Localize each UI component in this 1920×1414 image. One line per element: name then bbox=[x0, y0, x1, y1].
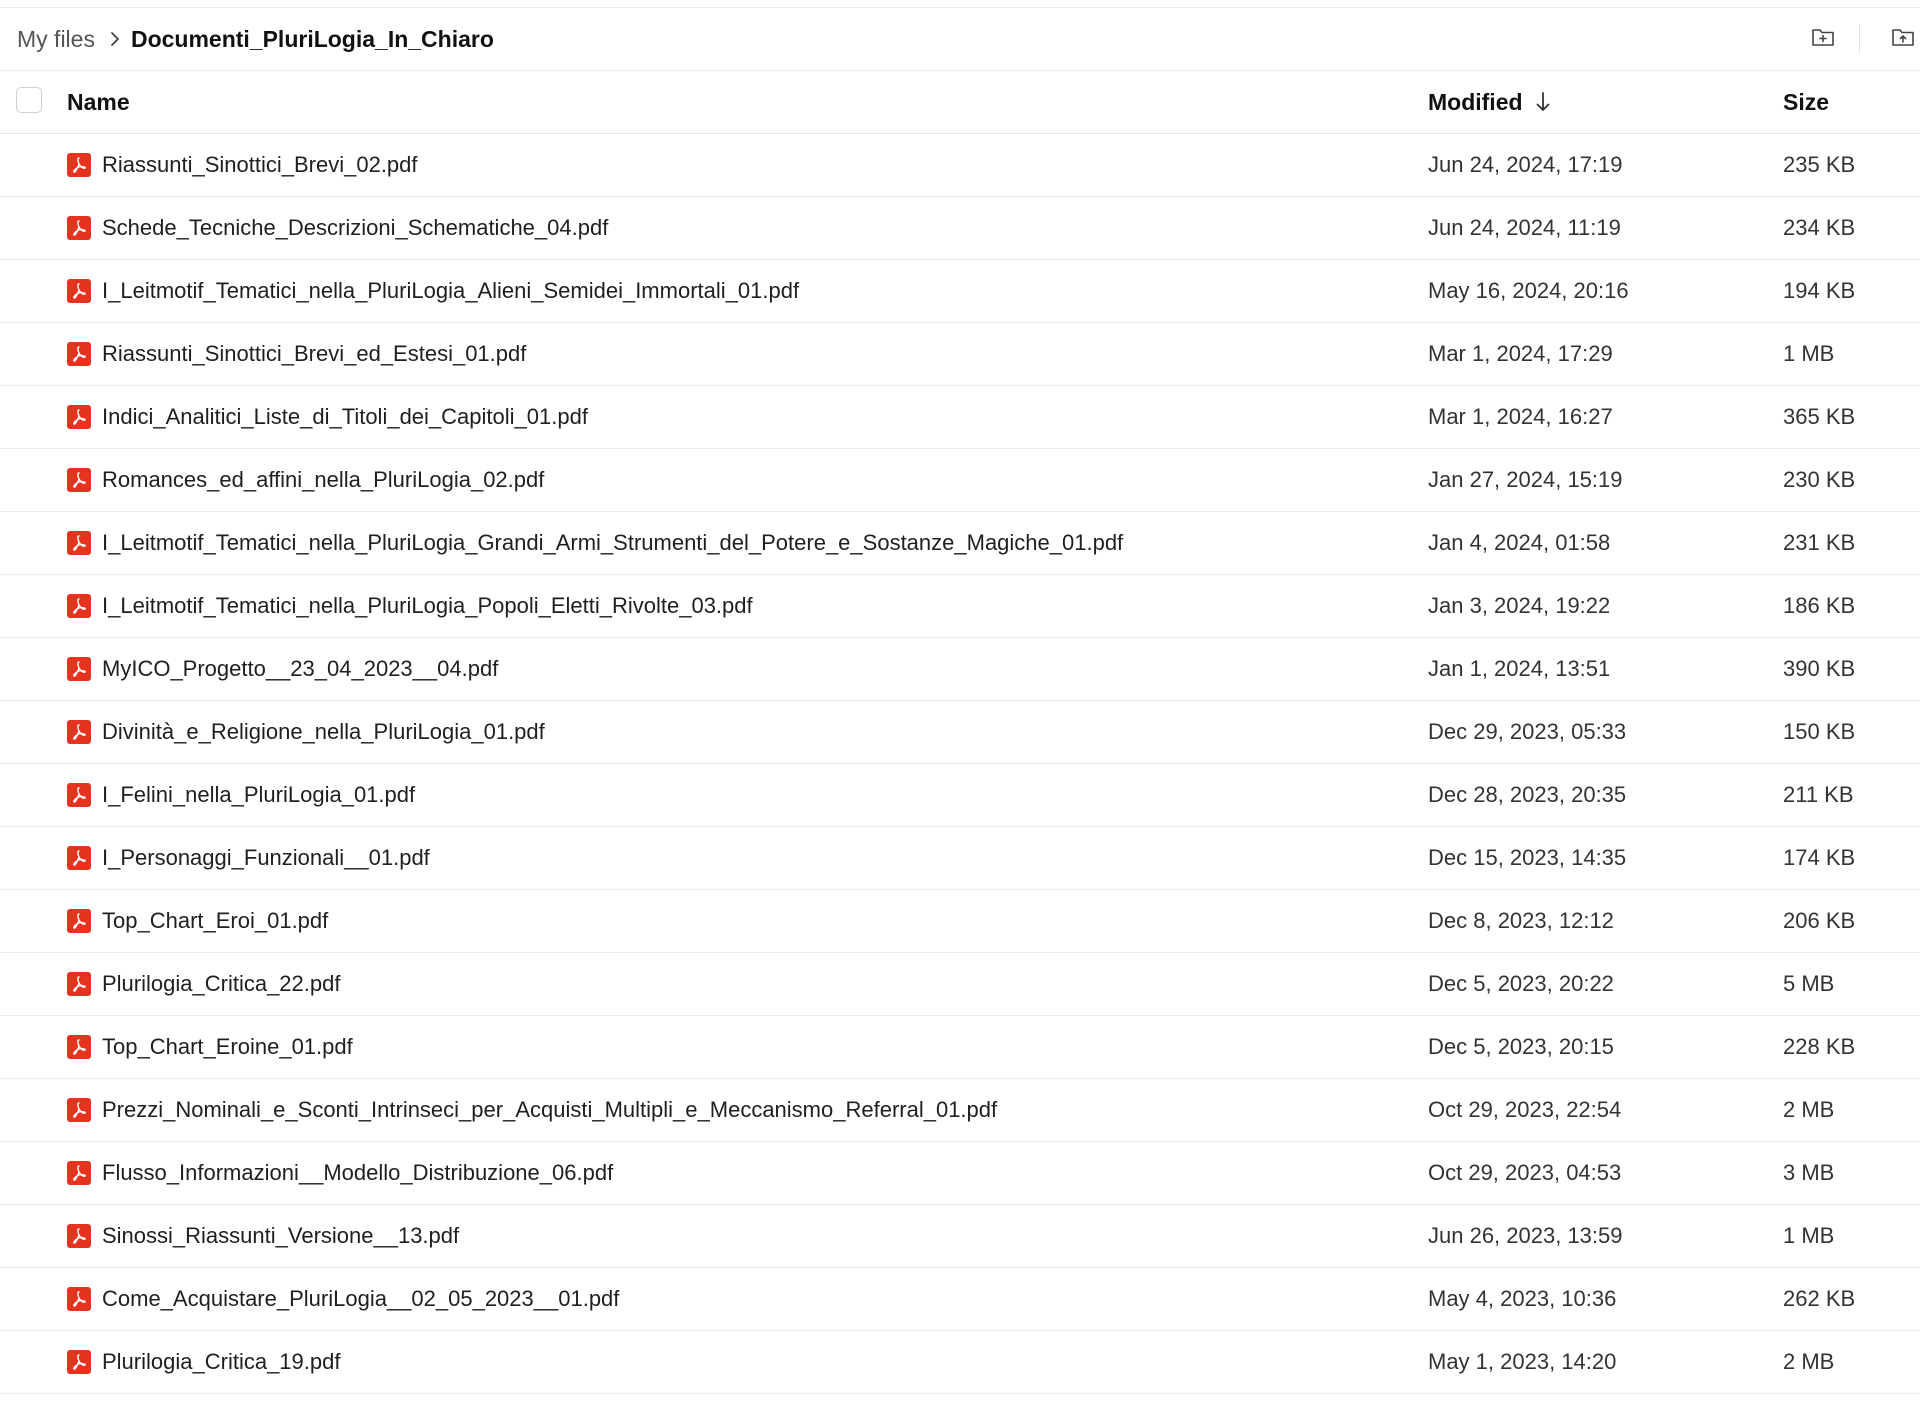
file-name[interactable]: Indici_Analitici_Liste_di_Titoli_dei_Capitoli_01.pdf bbox=[102, 404, 588, 429]
file-name[interactable]: Romances_ed_affini_nella_PluriLogia_02.pdf bbox=[102, 467, 545, 492]
table-row[interactable] bbox=[0, 953, 1920, 1016]
table-row[interactable] bbox=[0, 323, 1920, 386]
folder-plus-icon bbox=[1811, 27, 1835, 52]
table-row[interactable] bbox=[0, 449, 1920, 512]
file-name[interactable]: Top_Chart_Eroine_01.pdf bbox=[102, 1034, 353, 1059]
table-row[interactable] bbox=[0, 512, 1920, 575]
file-modified-date: Jun 26, 2023, 13:59 bbox=[1428, 1223, 1623, 1248]
column-header-name[interactable] bbox=[67, 89, 130, 116]
pdf-file-icon bbox=[67, 720, 91, 744]
file-size: 1 MB bbox=[1783, 1223, 1835, 1248]
pdf-file-icon bbox=[67, 846, 91, 870]
column-header-size-label: Size bbox=[1783, 88, 1830, 115]
column-header-size[interactable] bbox=[1783, 89, 1829, 116]
pdf-file-icon bbox=[67, 1098, 91, 1122]
pdf-file-icon bbox=[67, 657, 91, 681]
file-name[interactable]: Flusso_Informazioni__Modello_Distribuzione_06.pdf bbox=[102, 1160, 614, 1185]
file-modified-date: Oct 29, 2023, 22:54 bbox=[1428, 1097, 1622, 1122]
file-modified-date: Dec 5, 2023, 20:15 bbox=[1428, 1034, 1614, 1059]
column-header-modified-label: Modified bbox=[1428, 88, 1523, 115]
file-size: 3 MB bbox=[1783, 1160, 1835, 1185]
file-modified-date: Mar 1, 2024, 17:29 bbox=[1428, 341, 1613, 366]
file-size: 1 MB bbox=[1783, 341, 1835, 366]
table-row[interactable] bbox=[0, 701, 1920, 764]
table-row[interactable] bbox=[0, 1205, 1920, 1268]
table-row[interactable] bbox=[0, 1016, 1920, 1079]
table-body bbox=[0, 134, 1920, 1394]
pdf-file-icon bbox=[67, 279, 91, 303]
table-row[interactable] bbox=[0, 134, 1920, 197]
file-modified-date: Dec 28, 2023, 20:35 bbox=[1428, 782, 1627, 807]
table-row[interactable] bbox=[0, 1079, 1920, 1142]
file-size: 5 MB bbox=[1783, 971, 1835, 996]
file-size: 150 KB bbox=[1783, 719, 1856, 744]
toolbar-actions bbox=[1806, 8, 1920, 70]
file-table bbox=[0, 71, 1920, 1394]
file-modified-date: Jan 1, 2024, 13:51 bbox=[1428, 656, 1611, 681]
file-modified-date: Dec 8, 2023, 12:12 bbox=[1428, 908, 1614, 933]
file-name[interactable]: Divinità_e_Religione_nella_PluriLogia_01.pdf bbox=[102, 719, 545, 744]
pdf-file-icon bbox=[67, 1350, 91, 1374]
pdf-file-icon bbox=[67, 1161, 91, 1185]
file-modified-date: May 1, 2023, 14:20 bbox=[1428, 1349, 1617, 1374]
pdf-file-icon bbox=[67, 594, 91, 618]
file-size: 390 KB bbox=[1783, 656, 1856, 681]
file-name[interactable]: Plurilogia_Critica_22.pdf bbox=[102, 971, 341, 996]
pdf-file-icon bbox=[67, 1287, 91, 1311]
table-row[interactable] bbox=[0, 638, 1920, 701]
file-modified-date: Jun 24, 2024, 11:19 bbox=[1428, 215, 1621, 240]
table-row[interactable] bbox=[0, 1142, 1920, 1205]
file-modified-date: Mar 1, 2024, 16:27 bbox=[1428, 404, 1613, 429]
table-row[interactable] bbox=[0, 260, 1920, 323]
file-modified-date: May 4, 2023, 10:36 bbox=[1428, 1286, 1617, 1311]
file-modified-date: Jan 3, 2024, 19:22 bbox=[1428, 593, 1611, 618]
file-modified-date: Jan 27, 2024, 15:19 bbox=[1428, 467, 1623, 492]
table-row[interactable] bbox=[0, 764, 1920, 827]
pdf-file-icon bbox=[67, 342, 91, 366]
file-name[interactable]: I_Leitmotif_Tematici_nella_PluriLogia_Alieni_Semidei_Immortali_01.pdf bbox=[102, 278, 800, 303]
file-size: 365 KB bbox=[1783, 404, 1856, 429]
file-size: 235 KB bbox=[1783, 152, 1856, 177]
file-modified-date: Jan 4, 2024, 01:58 bbox=[1428, 530, 1611, 555]
column-header-name-label: Name bbox=[67, 88, 130, 115]
upload-icon bbox=[1891, 27, 1915, 52]
file-modified-date: Jun 24, 2024, 17:19 bbox=[1428, 152, 1623, 177]
table-row[interactable] bbox=[0, 386, 1920, 449]
file-name[interactable]: Riassunti_Sinottici_Brevi_02.pdf bbox=[102, 152, 418, 177]
breadcrumb bbox=[17, 26, 494, 53]
file-size: 2 MB bbox=[1783, 1097, 1835, 1122]
file-modified-date: May 16, 2024, 20:16 bbox=[1428, 278, 1629, 303]
file-modified-date: Dec 5, 2023, 20:22 bbox=[1428, 971, 1614, 996]
upload-button[interactable] bbox=[1886, 22, 1920, 56]
file-name[interactable]: Top_Chart_Eroi_01.pdf bbox=[102, 908, 329, 933]
select-all-checkbox[interactable] bbox=[16, 87, 42, 113]
file-modified-date: Oct 29, 2023, 04:53 bbox=[1428, 1160, 1622, 1185]
file-name[interactable]: I_Leitmotif_Tematici_nella_PluriLogia_Popoli_Eletti_Rivolte_03.pdf bbox=[102, 593, 753, 618]
pdf-file-icon bbox=[67, 216, 91, 240]
file-size: 194 KB bbox=[1783, 278, 1856, 303]
file-name[interactable]: Plurilogia_Critica_19.pdf bbox=[102, 1349, 341, 1374]
file-size: 231 KB bbox=[1783, 530, 1856, 555]
new-folder-button[interactable] bbox=[1806, 22, 1840, 56]
file-size: 211 KB bbox=[1783, 782, 1854, 807]
file-size: 206 KB bbox=[1783, 908, 1856, 933]
table-header bbox=[0, 71, 1920, 134]
table-row[interactable] bbox=[0, 1268, 1920, 1331]
pdf-file-icon bbox=[67, 531, 91, 555]
table-row[interactable] bbox=[0, 827, 1920, 890]
toolbar bbox=[0, 8, 1920, 71]
breadcrumb-current-folder: Documenti_PluriLogia_In_Chiaro bbox=[130, 25, 494, 52]
pdf-file-icon bbox=[67, 783, 91, 807]
table-row[interactable] bbox=[0, 890, 1920, 953]
file-name[interactable]: Come_Acquistare_PluriLogia__02_05_2023__01.pdf bbox=[102, 1286, 620, 1311]
file-name[interactable]: I_Felini_nella_PluriLogia_01.pdf bbox=[102, 782, 416, 807]
file-size: 234 KB bbox=[1783, 215, 1856, 240]
file-size: 228 KB bbox=[1783, 1034, 1856, 1059]
pdf-file-icon bbox=[67, 909, 91, 933]
top-divider bbox=[0, 0, 1920, 8]
file-name[interactable]: MyICO_Progetto__23_04_2023__04.pdf bbox=[102, 656, 499, 681]
pdf-file-icon bbox=[67, 153, 91, 177]
table-row[interactable] bbox=[0, 197, 1920, 260]
pdf-file-icon bbox=[67, 1224, 91, 1248]
file-name[interactable]: I_Personaggi_Funzionali__01.pdf bbox=[102, 845, 430, 870]
arrow-down-icon bbox=[1535, 91, 1551, 113]
column-header-modified[interactable] bbox=[1428, 89, 1551, 116]
file-size: 262 KB bbox=[1783, 1286, 1856, 1311]
file-size: 2 MB bbox=[1783, 1349, 1835, 1374]
pdf-file-icon bbox=[67, 972, 91, 996]
file-name[interactable]: I_Leitmotif_Tematici_nella_PluriLogia_Grandi_Armi_Strumenti_del_Potere_e_Sostanze_Magiche_01.pdf bbox=[102, 530, 1124, 555]
file-name[interactable]: Schede_Tecniche_Descrizioni_Schematiche_04.pdf bbox=[102, 215, 609, 240]
file-modified-date: Dec 15, 2023, 14:35 bbox=[1428, 845, 1627, 870]
pdf-file-icon bbox=[67, 405, 91, 429]
breadcrumb-root-link[interactable]: My files bbox=[17, 25, 95, 52]
pdf-file-icon bbox=[67, 1035, 91, 1059]
file-name[interactable]: Riassunti_Sinottici_Brevi_ed_Estesi_01.pdf bbox=[102, 341, 527, 366]
file-size: 230 KB bbox=[1783, 467, 1856, 492]
file-name[interactable]: Prezzi_Nominali_e_Sconti_Intrinseci_per_Acquisti_Multipli_e_Meccanismo_Referral_01.pdf bbox=[102, 1097, 998, 1122]
pdf-file-icon bbox=[67, 468, 91, 492]
file-size: 186 KB bbox=[1783, 593, 1856, 618]
file-name[interactable]: Sinossi_Riassunti_Versione__13.pdf bbox=[102, 1223, 460, 1248]
file-modified-date: Dec 29, 2023, 05:33 bbox=[1428, 719, 1627, 744]
table-row[interactable] bbox=[0, 1331, 1920, 1394]
table-row[interactable] bbox=[0, 575, 1920, 638]
chevron-right-icon bbox=[109, 31, 121, 47]
file-size: 174 KB bbox=[1783, 845, 1856, 870]
